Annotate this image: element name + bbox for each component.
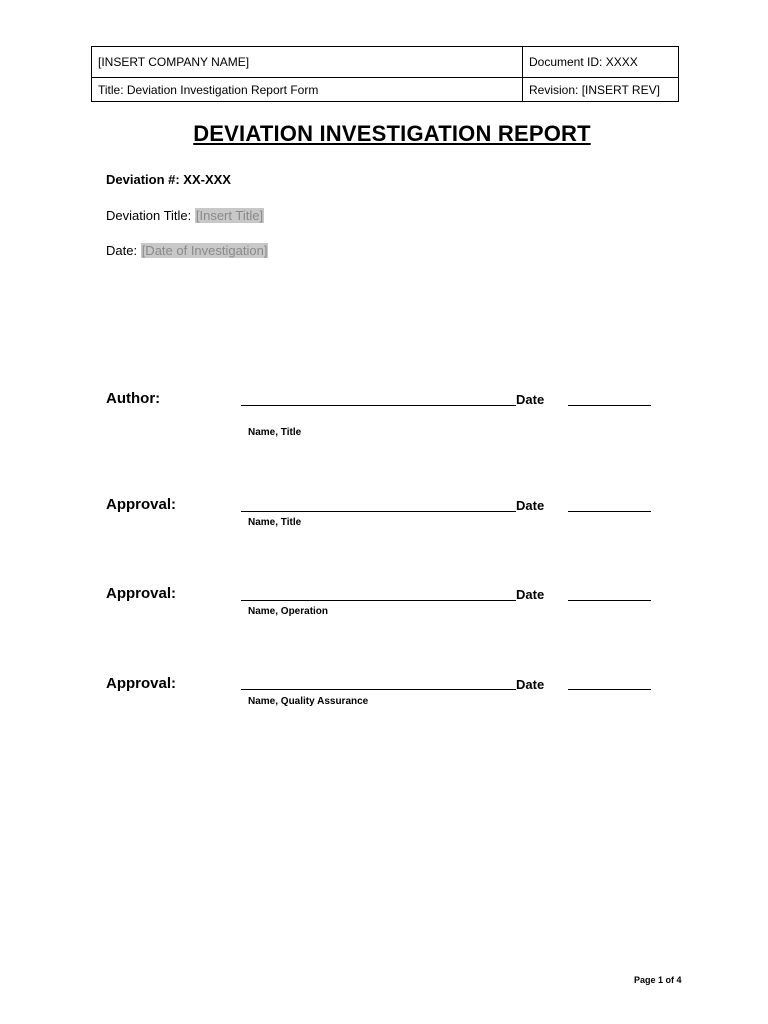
company-name-cell: [INSERT COMPANY NAME] xyxy=(92,47,523,78)
author-date-line[interactable] xyxy=(568,405,651,406)
author-sub-label: Name, Title xyxy=(248,427,302,438)
approval-date-line-1[interactable] xyxy=(568,511,651,512)
author-signature-line[interactable] xyxy=(241,405,516,406)
approval-date-line-2[interactable] xyxy=(568,600,651,601)
approval-date-label-3: Date xyxy=(516,677,545,692)
document-title-cell: Title: Deviation Investigation Report Form xyxy=(92,78,523,102)
approval-signature-line-2[interactable] xyxy=(241,600,516,601)
author-label: Author: xyxy=(106,390,161,407)
approval-signature-line-1[interactable] xyxy=(241,511,516,512)
document-header-table xyxy=(91,46,679,102)
deviation-title-placeholder[interactable]: [Insert Title] xyxy=(195,208,264,223)
approval-sub-label-2: Name, Operation xyxy=(248,606,329,617)
approval-label-3: Approval: xyxy=(106,675,177,692)
deviation-title-label: Deviation Title: xyxy=(106,208,195,223)
investigation-date-placeholder[interactable]: [Date of Investigation] xyxy=(141,243,268,258)
approval-label-1: Approval: xyxy=(106,496,177,513)
approval-date-label-2: Date xyxy=(516,587,545,602)
page-title: DEVIATION INVESTIGATION REPORT xyxy=(193,121,591,146)
approval-label-2: Approval: xyxy=(106,585,177,602)
approval-sub-label-1: Name, Title xyxy=(248,517,302,528)
author-date-label: Date xyxy=(516,392,545,407)
deviation-title-field xyxy=(106,208,264,223)
document-id-cell: Document ID: XXXX xyxy=(523,47,679,78)
approval-date-label-1: Date xyxy=(516,498,545,513)
deviation-number: Deviation #: XX-XXX xyxy=(106,172,231,187)
approval-sub-label-3: Name, Quality Assurance xyxy=(248,696,369,707)
approval-date-line-3[interactable] xyxy=(568,689,651,690)
page-number: Page 1 of 4 xyxy=(634,975,682,985)
investigation-date-field xyxy=(106,243,268,258)
revision-cell: Revision: [INSERT REV] xyxy=(523,78,679,102)
approval-signature-line-3[interactable] xyxy=(241,689,516,690)
investigation-date-label: Date: xyxy=(106,243,141,258)
